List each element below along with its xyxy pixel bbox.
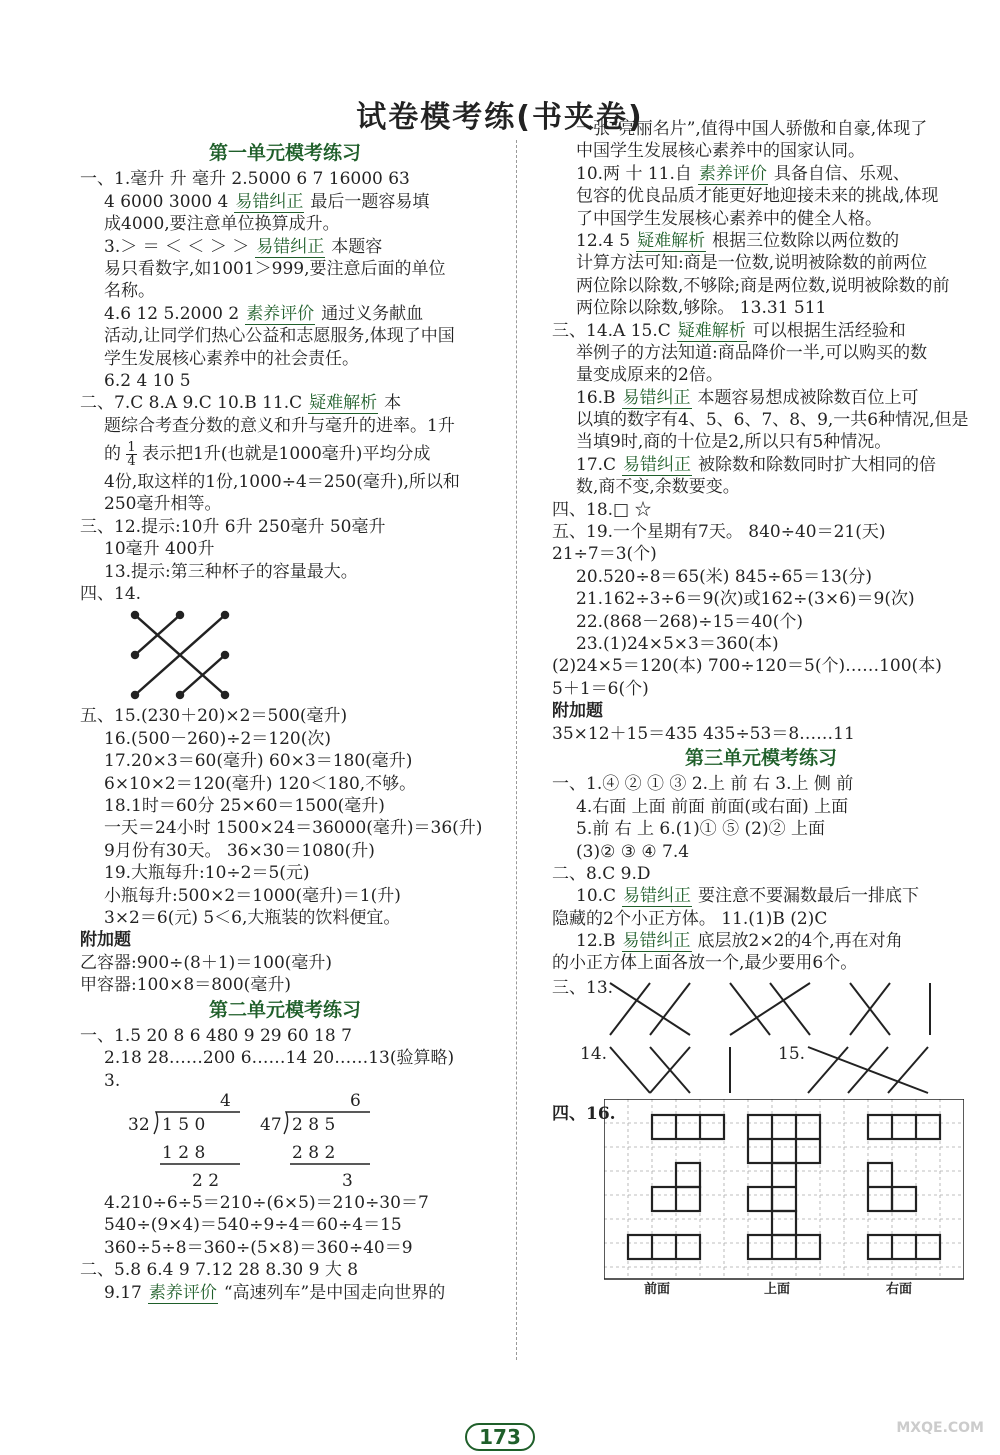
answer-text: 本题容易想成被除数百位上可 [697,387,919,408]
answer-text: 本题容 [331,236,383,257]
extra-heading: 附加题 [80,930,131,951]
answer-line: 360÷5÷8＝360÷(5×8)＝360÷40＝9 [104,1237,413,1258]
answer-line [552,163,970,185]
view-label-front: 前面 [644,1281,671,1295]
answer-text: 12.4 5 [576,230,631,251]
answer-line: 活动,让同学们热心公益和志愿服务,体现了中国 [104,326,455,347]
tag-suyang: 素养评价 [148,1282,217,1303]
answer-line: 3×2＝6(元) 5＜6,大瓶装的饮料便宜。 [104,907,401,928]
answer-line [80,191,490,213]
answer-text: 12.B [576,931,616,952]
fraction [126,441,136,468]
answer-line: 18.1时＝60分 25×60＝1500(毫升) [104,796,385,816]
answer-line: 6×10×2＝120(毫升) 120＜180,不够。 [104,773,417,794]
answer-text: 通过义务献血 [321,303,424,324]
answer-text: 10.C [576,886,617,907]
answer-line: (3)② ③ ④ 7.4 [576,841,690,862]
answer-line: 数,商不变,余数要变。 [576,477,740,498]
answer-text: 要注意不要漏数最后一排底下 [698,886,920,907]
unit1-heading: 第一单元模考练习 [208,142,361,164]
answer-line: 包容的优良品质才能更好地迎接未来的挑战,体现 [576,186,939,207]
answer-line: 学生发展核心素养中的社会责任。 [104,348,359,369]
answer-text: 本 [384,393,402,414]
tag-yicuo: 易错纠正 [622,931,691,952]
page-number [0,1423,1000,1451]
tag-yicuo: 易错纠正 [235,191,304,212]
quotient-2: 6 [350,1092,361,1112]
tag-suyang: 素养评价 [246,303,315,324]
answer-text: 17.C [576,454,617,475]
q15-label: 15. [778,1043,806,1064]
answer-line: 13.提示:第三种杯子的容量最大。 [104,561,358,582]
answer-text: 被除数和除数同时扩大相同的倍 [698,454,937,475]
answer-line: 五、15.(230＋20)×2＝500(毫升) [80,706,348,727]
answer-text: 根据三位数除以两位数的 [712,230,900,251]
quotient-1: 4 [220,1092,231,1112]
answer-line [552,454,970,476]
answer-line: 中国学生发展核心素养中的国家认同。 [576,141,865,162]
extra-heading: 附加题 [552,701,603,722]
column-divider [516,140,517,1360]
tag-yinan: 疑难解析 [309,393,378,414]
q16-block [552,1099,970,1299]
tag-yicuo: 易错纠正 [622,387,691,408]
divisor-2: 47 [260,1115,282,1136]
view-label-right: 右面 [886,1281,913,1295]
answer-line: 易只看数字,如1001＞999,要注意后面的单位 [104,258,446,279]
answer-line: 17.20×3＝60(毫升) 60×3＝180(毫升) [104,751,413,772]
answer-line: 乙容器:900÷(8＋1)＝100(毫升) [80,952,333,973]
answer-line: 二、8.C 9.D [552,863,651,884]
answer-text: 9.17 [104,1282,142,1303]
left-column [80,140,490,1304]
answer-line: 了中国学生发展核心素养中的健全人格。 [576,208,882,229]
answer-line: 5.前 右 上 6.(1)① ⑤ (2)② 上面 [576,819,826,840]
answer-line: 两位除以除数,够除。 13.31 511 [576,298,827,319]
tag-yinan: 疑难解析 [677,320,746,341]
answer-text: 具备自信、乐观、 [773,163,910,184]
answer-line: 当填9时,商的十位是2,所以只有5种情况。 [576,432,892,453]
answer-line: 250毫升相等。 [104,494,222,515]
answer-line: 20.520÷8＝65(米) 845÷65＝13(分) [576,566,873,587]
product-1: 1 2 8 [162,1143,206,1164]
answer-line: 两位除以除数,不够除;商是两位数,说明被除数的前 [576,275,950,296]
fraction-denominator: 4 [127,454,136,470]
unit3-heading: 第三单元模考练习 [684,746,837,769]
answer-line: 隐藏的2个小正方体。 11.(1)B (2)C [552,908,828,929]
answer-line: 一、1.④ ② ① ③ 2.上 前 右 3.上 侧 前 [552,774,854,795]
answer-text: 4.6 12 5.2000 2 [104,303,240,324]
answer-text: 底层放2×2的4个,再在对角 [697,931,903,952]
q16-label: 四、16. [552,1103,616,1124]
fraction-numerator: 1 [127,440,136,456]
answer-line: 21÷7＝3(个) [552,544,657,565]
tag-yicuo: 易错纠正 [623,886,692,907]
dividend-2: 2 8 5 [292,1115,336,1136]
q14-label: 14. [580,1043,608,1064]
answer-line [552,320,970,342]
answer-line: 一张“亮丽名片”,值得中国人骄傲和自豪,体现了 [576,119,928,139]
answer-text: 10.两 十 11.自 [576,163,692,184]
answer-line: (2)24×5＝120(本) 700÷120＝5(个)……100(本) [552,656,942,677]
page-title: 试卷模考练(书夹卷) [356,100,644,135]
answer-line: 4.右面 上面 前面 前面(或右面) 上面 [576,796,849,817]
answer-line [80,236,490,258]
answer-line: 6.2 4 10 5 [104,370,191,391]
answer-line: 成4000,要注意单位换算成升。 [104,214,340,235]
answer-line: 小瓶每升:500×2＝1000(毫升)＝1(升) [104,885,401,906]
unit2-heading: 第二单元模考练习 [208,998,361,1021]
answer-line: 23.(1)24×5×3＝360(本) [576,633,779,654]
answer-line: 540÷(9×4)＝540÷9÷4＝60÷4＝15 [104,1215,402,1236]
answer-line: 二、5.8 6.4 9 7.12 28 8.30 9 大 8 [80,1260,359,1281]
tag-suyang: 素养评价 [698,163,767,184]
answer-text: 二、7.C 8.A 9.C 10.B 11.C [80,393,303,414]
answer-line: 题综合考查分数的意义和升与毫升的进率。1升 [104,415,455,436]
long-division-figure [80,1092,480,1192]
answer-line: 三、12.提示:10升 6升 250毫升 50毫升 [80,516,386,537]
answer-text: 可以根据生活经验和 [752,320,906,341]
answer-line [552,930,970,952]
answer-text: 3.＞ ＝ ＜ ＜ ＞ ＞ [104,236,250,257]
answer-line: 四、18.□ ☆ [552,499,652,520]
answer-line [552,387,970,409]
crossed-lines-figure [80,605,280,705]
answer-text: 4 6000 3000 4 [104,191,229,212]
answer-line: 10毫升 400升 [104,539,215,560]
answer-line [80,392,490,414]
answer-line: 5＋1＝6(个) [552,678,649,699]
answer-text: “高速列车”是中国走向世界的 [223,1282,446,1303]
answer-line: 以填的数字有4、5、6、7、8、9,一共6种情况,但是 [576,410,969,431]
answer-line: 2.18 28……200 6……14 20……13(验算略) [104,1048,455,1069]
q13-label: 三、13. [552,977,614,998]
answer-line [552,885,970,907]
product-2: 2 8 2 [292,1143,336,1164]
answer-line: 21.162÷3÷6＝9(次)或162÷(3×6)＝9(次) [576,589,915,610]
answer-line: 一、1.毫升 升 毫升 2.5000 6 7 16000 63 [80,169,410,190]
tag-yicuo: 易错纠正 [623,454,692,475]
answer-line: 35×12＋15＝435 435÷53＝8……11 [552,723,855,744]
answer-line: 3. [104,1070,121,1091]
answer-line: 四、14. [80,584,142,605]
answer-line: 量变成原来的2倍。 [576,365,723,386]
answer-line: 的小正方体上面各放一个,最少要用6个。 [552,953,858,974]
answer-line [80,1282,490,1304]
answer-line: 22.(868－268)÷15＝40(个) [576,611,803,632]
answer-line: 4份,取这样的1份,1000÷4＝250(毫升),所以和 [104,472,460,493]
answer-line: 9月份有30天。 36×30＝1080(升) [104,840,375,861]
page-number-text: 173 [465,1423,535,1451]
remainder-2: 3 [342,1171,353,1192]
tag-yinan: 疑难解析 [637,230,706,251]
answer-text: 三、14.A 15.C [552,320,671,341]
answer-text: 的 [104,444,121,465]
answer-line [80,303,490,325]
grid-views-figure [604,1099,964,1295]
answer-text: 16.B [576,387,616,408]
answer-line: 19.大瓶每升:10÷2＝5(元) [104,863,310,884]
tag-yicuo: 易错纠正 [256,236,325,257]
answer-text: 表示把1升(也就是1000毫升)平均分成 [142,444,431,465]
matching-figures [552,975,970,1095]
answer-line: 4.210÷6÷5＝210÷(6×5)＝210÷30＝7 [104,1193,429,1214]
watermark: MXQE.COM [896,1420,984,1436]
dividend-1: 1 5 0 [162,1115,206,1136]
answer-line: 名称。 [104,281,155,302]
answer-line [80,437,490,471]
view-label-top: 上面 [764,1281,791,1295]
answer-line: 甲容器:100×8＝800(毫升) [80,975,291,996]
answer-line: 一、1.5 20 8 6 480 9 29 60 18 7 [80,1025,352,1046]
right-column [552,118,970,1299]
divisor-1: 32 [128,1115,150,1136]
answer-line: 计算方法可知:商是一位数,说明被除数的前两位 [576,253,928,274]
answer-text: 最后一题容易填 [310,191,430,212]
answer-line: 一天＝24小时 1500×24＝36000(毫升)＝36(升) [104,818,483,839]
remainder-1: 2 2 [192,1171,220,1192]
answer-line: 16.(500－260)÷2＝120(次) [104,728,331,749]
answer-line: 举例子的方法知道:商品降价一半,可以购买的数 [576,342,928,363]
answer-line: 五、19.一个星期有7天。 840÷40＝21(天) [552,522,886,543]
answer-line [552,230,970,252]
